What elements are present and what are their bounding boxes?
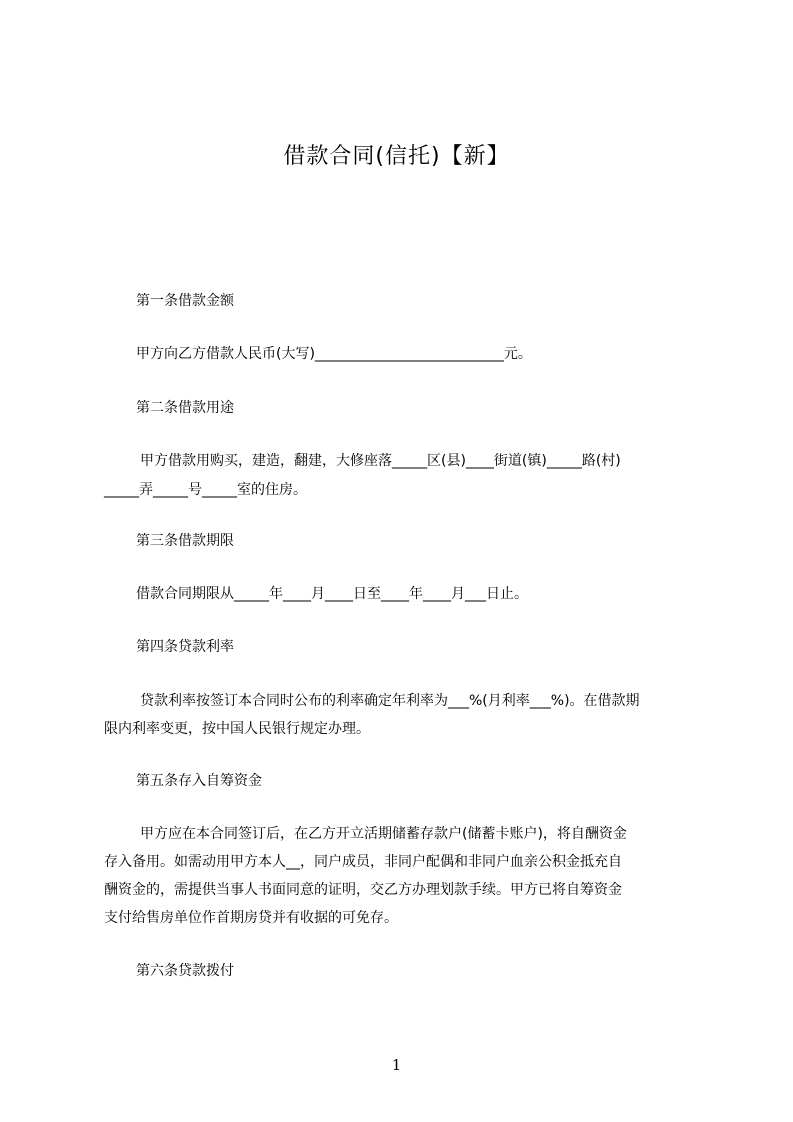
section-5-line-3: 酬资金的，需提供当事人书面同意的证明，交乙方办理划款手续。甲方已将自筹资金 [104, 882, 622, 898]
section-6-heading: 第六条贷款拨付 [136, 963, 234, 979]
section-3-line-1: 借款合同期限从_____年____月____日至____年____月___日止。 [136, 586, 528, 602]
section-4-line-2: 限内利率变更，按中国人民银行规定办理。 [104, 721, 370, 737]
section-2-line-2: _____弄_____号_____室的住房。 [104, 482, 307, 498]
section-5-heading: 第五条存入自筹资金 [136, 773, 262, 789]
section-5-line-4: 支付给售房单位作首期房贷并有收据的可免存。 [104, 910, 398, 926]
section-4-line-1: 贷款利率按签订本合同时公布的利率确定年利率为___%(月利率___%)。在借款期 [140, 693, 640, 709]
page-number: 1 [391, 1056, 402, 1074]
document-title: 借款合同(信托)【新】 [283, 144, 510, 169]
section-1-line-1: 甲方向乙方借款人民币(大写)___________________________元。 [136, 346, 532, 362]
section-4-heading: 第四条贷款利率 [136, 639, 234, 655]
section-2-line-1: 甲方借款用购买，建造，翻建，大修座落_____区(县)____街道(镇)_____路(村) [140, 453, 621, 469]
section-5-line-2: 存入备用。如需动用甲方本人__，同户成员，非同户配偶和非同户血亲公积金抵充自 [104, 854, 622, 870]
section-2-heading: 第二条借款用途 [136, 400, 234, 416]
section-5-line-1: 甲方应在本合同签订后，在乙方开立活期储蓄存款户(储蓄卡账户)，将自酬资金 [140, 826, 627, 842]
section-1-heading: 第一条借款金额 [136, 293, 234, 309]
section-3-heading: 第三条借款期限 [136, 533, 234, 549]
